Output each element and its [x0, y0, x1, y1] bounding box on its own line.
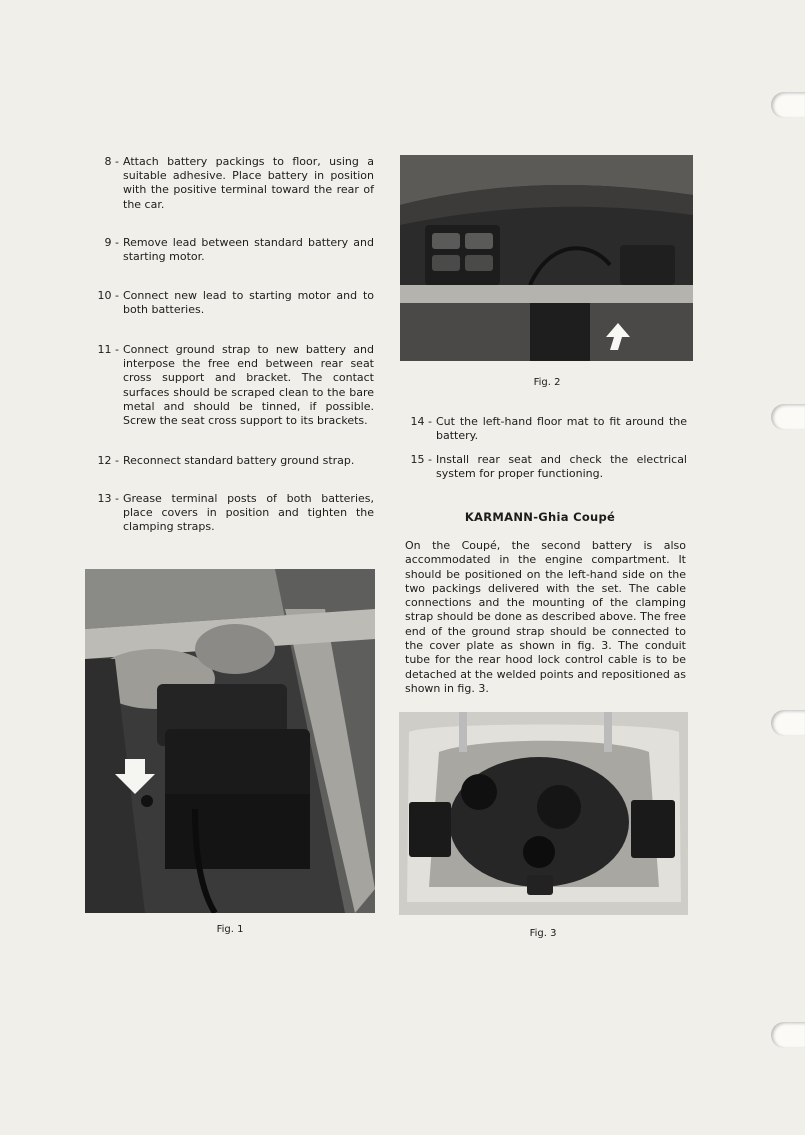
punch-hole-mark — [771, 404, 805, 430]
step-number: 9 - — [104, 236, 119, 249]
step-number: 14 - — [410, 415, 432, 428]
figure-3-photo — [399, 712, 688, 915]
step-number: 15 - — [410, 453, 432, 466]
section-body: On the Coupé, the second battery is also accommodated in the engine compartment. It should be positioned on the left-hand side on the two packings delivered with the set. The cable connections and the mounting of the clamping strap should be done as described above. The free end of the ground strap should be connected to the cover plate as shown in fig. 3. The conduit tube for the rear hood lock control cable is to be detached at the welded points and repositioned as shown in fig. 3. — [405, 539, 686, 695]
step-10 — [88, 289, 374, 317]
step-number: 12 - — [97, 454, 119, 467]
step-number: 13 - — [97, 492, 119, 505]
step-8 — [88, 155, 374, 212]
step-number: 11 - — [97, 343, 119, 356]
punch-hole-mark — [771, 92, 805, 118]
step-text: Reconnect standard battery ground strap. — [123, 454, 355, 467]
step-text: Cut the left-hand floor mat to fit around the battery. — [436, 415, 687, 443]
step-text: Attach battery packings to floor, using a suitable adhesive. Place battery in position with the positive terminal toward the rear of the car. — [123, 155, 374, 211]
figure-2-photo — [400, 155, 693, 361]
step-15 — [401, 453, 687, 481]
punch-hole-mark — [771, 1022, 805, 1048]
section-heading: KARMANN-Ghia Coupé — [464, 510, 616, 524]
step-number: 10 - — [97, 289, 119, 302]
step-11 — [88, 343, 374, 428]
punch-hole-mark — [771, 710, 805, 736]
step-13 — [88, 492, 374, 535]
figure-2-caption: Fig. 2 — [533, 377, 561, 388]
step-number: 8 - — [104, 155, 119, 168]
step-12 — [88, 454, 374, 468]
step-text: Grease terminal posts of both batteries, place covers in position and tighten the clamping straps. — [123, 492, 374, 534]
step-text: Connect new lead to starting motor and to both batteries. — [123, 289, 374, 317]
step-9 — [88, 236, 374, 264]
step-14 — [401, 415, 687, 443]
step-text: Connect ground strap to new battery and interpose the free end between rear seat cross support and bracket. The contact surfaces should be scraped clean to the bare metal and should be tinned, if possible. Screw the seat cross support to its brackets. — [123, 343, 374, 428]
figure-1-caption: Fig. 1 — [216, 924, 244, 935]
step-text: Install rear seat and check the electrical system for proper functioning. — [436, 453, 687, 481]
figure-3-caption: Fig. 3 — [529, 928, 557, 939]
figure-1-photo — [85, 569, 375, 913]
step-text: Remove lead between standard battery and starting motor. — [123, 236, 374, 264]
